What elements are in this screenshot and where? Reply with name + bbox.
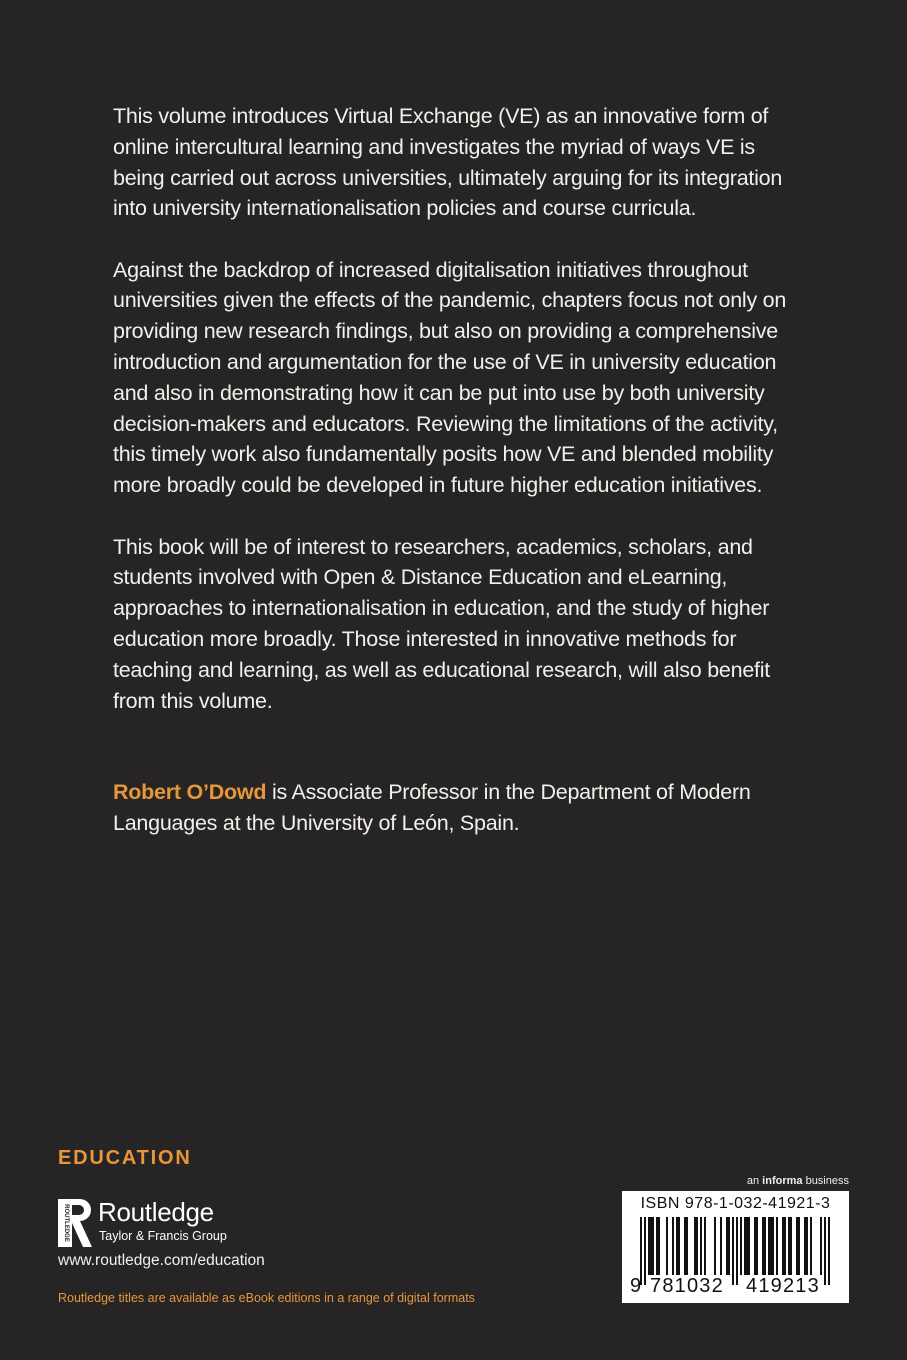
barcode-bar <box>762 1217 764 1275</box>
informa-word: informa <box>762 1175 803 1187</box>
barcode-bar <box>650 1217 652 1275</box>
barcode-bar <box>770 1217 772 1275</box>
barcode-bar <box>744 1217 746 1275</box>
informa-suffix: business <box>802 1175 849 1187</box>
publisher-name: Routledge <box>98 1197 214 1227</box>
routledge-logo-vertical-text: ROUTLEDGE <box>63 1204 69 1242</box>
barcode-bar <box>790 1217 792 1275</box>
routledge-logo <box>58 1197 298 1249</box>
barcode-bar <box>720 1217 722 1275</box>
barcode-bar <box>784 1217 786 1275</box>
barcode-bar <box>694 1217 696 1275</box>
barcode-bar <box>656 1217 658 1275</box>
barcode-bar <box>788 1217 790 1275</box>
barcode-bar <box>696 1217 698 1275</box>
informa-prefix: an <box>746 1175 763 1187</box>
ebook-note: Routledge titles are available as eBook editions in a range of digital formats <box>58 1291 475 1305</box>
back-cover-blurb <box>113 101 803 869</box>
barcode-bar <box>686 1217 688 1275</box>
publisher-url[interactable]: www.routledge.com/education <box>58 1252 265 1269</box>
barcode-digits-right: 419213 <box>746 1275 820 1297</box>
barcode-bar <box>678 1217 680 1275</box>
barcode-bar <box>782 1217 784 1275</box>
barcode-bar <box>824 1217 826 1285</box>
blurb-paragraph-2: Against the backdrop of increased digitalisation initiatives throughout universities given the effects of the pandemic, chapters focus not only on providing new research findings, but also on providing a comprehensive introduction and argumentation for the use of VE in university education and also in demonstrating how it can be put into use by both university decision-makers and educators. Reviewing the limitations of the activity, this timely work also fundamentally posits how VE and blended mobility more broadly could be developed in future higher education initiatives. <box>113 257 787 498</box>
barcode-bar <box>798 1217 800 1275</box>
barcode-bar <box>658 1217 660 1275</box>
barcode-bar <box>700 1217 702 1275</box>
barcode-bar <box>652 1217 654 1275</box>
barcode-bar <box>764 1217 766 1275</box>
barcode-bar <box>748 1217 750 1275</box>
barcode-bar <box>728 1217 730 1275</box>
barcode-bar <box>672 1217 674 1275</box>
author-bio <box>113 777 803 839</box>
barcode-bar <box>732 1217 734 1285</box>
informa-business-tagline <box>747 1175 849 1187</box>
barcode-bar <box>684 1217 686 1275</box>
publisher-group: Taylor & Francis Group <box>99 1229 227 1243</box>
barcode-bar <box>714 1217 716 1275</box>
barcode-bar <box>810 1217 812 1275</box>
barcode-bar <box>740 1217 742 1275</box>
barcode-bar <box>768 1217 770 1275</box>
barcode-bar <box>666 1217 668 1275</box>
barcode-bar <box>676 1217 678 1275</box>
isbn-barcode <box>622 1191 849 1303</box>
author-bio-text: is Associate Professor in the Department of Modern Languages at the University of León, Spain. <box>113 780 751 836</box>
barcode-bar <box>828 1217 830 1285</box>
barcode-bar <box>648 1217 650 1275</box>
barcode-bar <box>644 1217 646 1285</box>
author-name: Robert O’Dowd <box>113 780 267 805</box>
barcode-bar <box>772 1217 774 1275</box>
barcode-digits-left: 781032 <box>650 1275 724 1297</box>
barcode-digit-first: 9 <box>630 1275 643 1297</box>
barcode-bar <box>754 1217 756 1275</box>
subject-category: EDUCATION <box>58 1147 192 1169</box>
barcode-bar <box>804 1217 806 1275</box>
barcode-bar <box>796 1217 798 1275</box>
barcode-bar <box>806 1217 808 1275</box>
routledge-logo-icon <box>58 1199 92 1247</box>
blurb-paragraph-1: This volume introduces Virtual Exchange (VE) as an innovative form of online intercultural learning and investigates the myriad of ways VE is being carried out across universities, ultimately arguing for its integration into university internationalisation policies and course curricula. <box>113 104 783 221</box>
isbn-label: ISBN 978-1-032-41921-3 <box>640 1195 831 1212</box>
barcode-bar <box>820 1217 822 1275</box>
barcode-bar <box>704 1217 706 1275</box>
barcode-bar <box>736 1217 738 1285</box>
blurb-paragraph-3: This book will be of interest to researchers, academics, scholars, and students involved with Open & Distance Education and eLearning, approaches to internationalisation in education, and the study of higher education more broadly. Those interested in innovative methods for teaching and learning, as well as educational research, will also benefit from this volume. <box>113 534 771 713</box>
barcode-bar <box>756 1217 758 1275</box>
barcode-bar <box>746 1217 748 1275</box>
barcode-bar <box>776 1217 778 1275</box>
barcode-bar <box>726 1217 728 1275</box>
